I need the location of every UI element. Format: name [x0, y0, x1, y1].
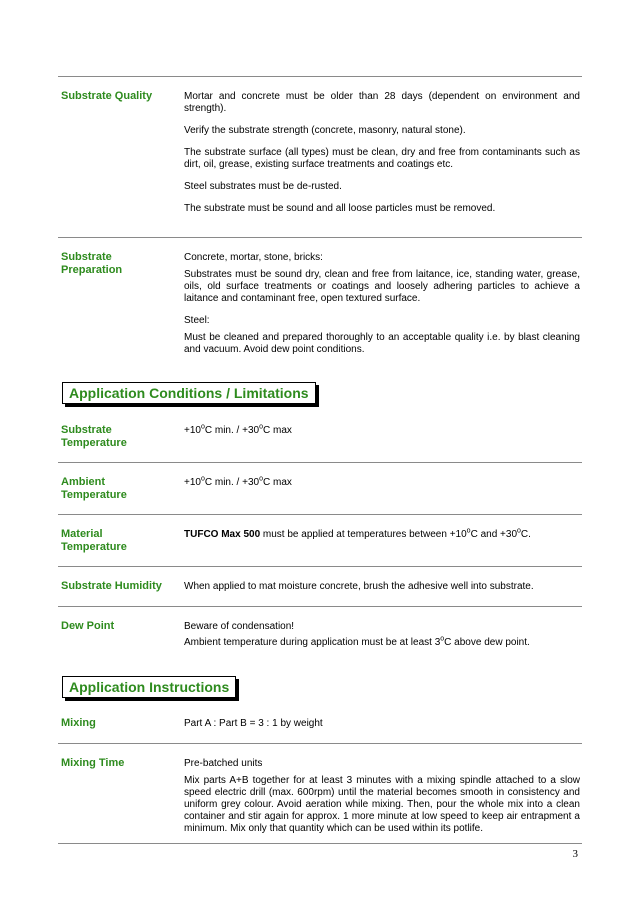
product-name: TUFCO Max 500: [184, 529, 261, 540]
dew-point-text: [184, 621, 580, 649]
paragraph: Verify the substrate strength (concrete, masonry, natural stone).: [184, 125, 466, 136]
substrate-quality-text: [184, 91, 580, 225]
substrate-quality-label: Substrate Quality: [61, 90, 153, 102]
substrate-temperature-value: $+10^oC$ min. / $+30^oC$ max: [184, 423, 292, 436]
label-line: Substrate: [61, 251, 112, 263]
label-line: Preparation: [61, 264, 123, 276]
divider: [58, 743, 582, 744]
dew-point-label: Dew Point: [61, 620, 115, 632]
label-line: Temperature: [61, 541, 127, 553]
ambient-temperature-label: [61, 476, 127, 502]
paragraph: Must be cleaned and prepared thoroughly to an acceptable quality i.e. by blast cleaning and vacuum. Avoid dew point conditions.: [184, 332, 580, 355]
label-line: Ambient: [61, 476, 105, 488]
section-heading: Application Instructions: [62, 676, 236, 698]
divider: [58, 514, 582, 515]
divider: [58, 843, 582, 844]
text-line: Ambient temperature during application must be at least 3$^o$C above dew point.: [184, 635, 530, 648]
paragraph-title: Concrete, mortar, stone, bricks:: [184, 252, 323, 263]
substrate-preparation-text: [184, 252, 580, 366]
divider: [58, 566, 582, 567]
paragraph: Mortar and concrete must be older than 28 days (dependent on environment and strength).: [184, 91, 580, 114]
ambient-temperature-value: $+10^oC$ min. / $+30^oC$ max: [184, 475, 292, 488]
material-temperature-value: TUFCO Max 500 must be applied at temperatures between $+10^oC$ and $+30^oC$.: [184, 527, 531, 540]
divider: [58, 462, 582, 463]
mixing-time-text: [184, 758, 580, 845]
divider: [58, 76, 582, 77]
paragraph: Steel substrates must be de-rusted.: [184, 181, 342, 192]
material-temperature-label: [61, 528, 127, 554]
text-line: Beware of condensation!: [184, 621, 295, 632]
mixing-time-label: Mixing Time: [61, 757, 125, 769]
paragraph: The substrate surface (all types) must be clean, dry and free from contaminants such as dirt, oil, grease, existing surface treatments and coatings etc.: [184, 147, 580, 170]
substrate-humidity-text: When applied to mat moisture concrete, brush the adhesive well into substrate.: [184, 581, 534, 592]
mixing-text: Part A : Part B = 3 : 1 by weight: [184, 718, 323, 729]
section-heading: Application Conditions / Limitations: [62, 382, 316, 404]
substrate-humidity-label: Substrate Humidity: [61, 580, 162, 592]
paragraph-title: Pre-batched units: [184, 758, 263, 769]
paragraph: The substrate must be sound and all loose particles must be removed.: [184, 203, 496, 214]
page-number: 3: [572, 848, 578, 860]
divider: [58, 237, 582, 238]
paragraph-title: Steel:: [184, 315, 210, 326]
substrate-preparation-label: [61, 251, 122, 277]
label-line: Substrate: [61, 424, 112, 436]
label-line: Material: [61, 528, 103, 540]
mixing-label: Mixing: [61, 717, 96, 729]
divider: [58, 606, 582, 607]
paragraph: Substrates must be sound dry, clean and free from laitance, ice, standing water, grease, oils, old surface treatments or coatings and loosely adhering particles to achieve a laitance and contaminant free, open textured surface.: [184, 269, 580, 304]
label-line: Temperature: [61, 437, 127, 449]
substrate-temperature-label: [61, 424, 127, 450]
paragraph: Mix parts A+B together for at least 3 minutes with a mixing spindle attached to a slow speed electric drill (max. 600rpm) until the material becomes smooth in consistency and uniform grey colour. Avoid aeration while mixing. Then, pour the whole mix into a clean container and stir again for approx. 1 more minute at low speed to keep air entrapment a minimum. Mix only that quantity which can be used within its potlife.: [184, 775, 580, 834]
label-line: Temperature: [61, 489, 127, 501]
